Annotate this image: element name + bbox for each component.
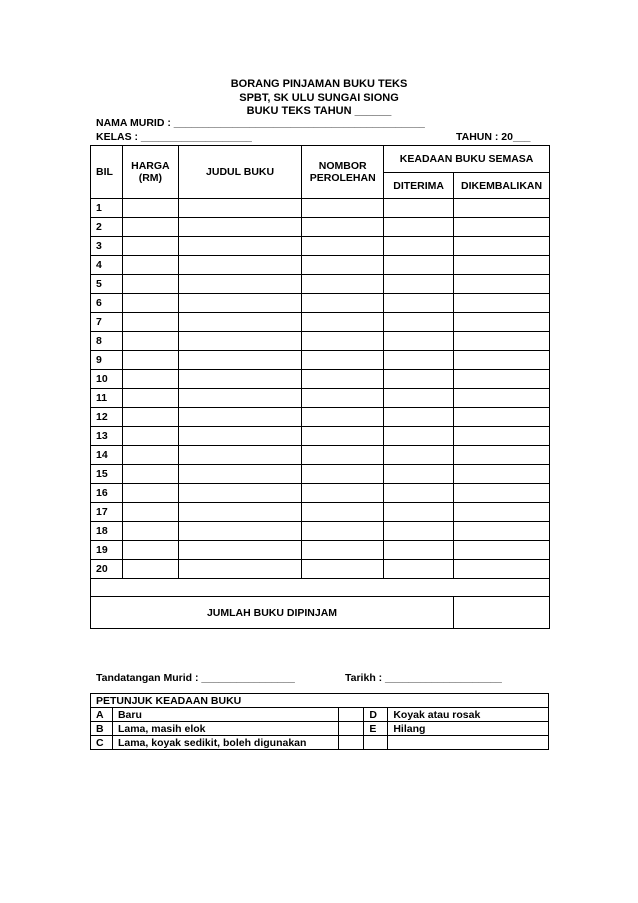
row-nombor — [302, 237, 384, 256]
row-judul — [178, 313, 301, 332]
row-nombor — [302, 503, 384, 522]
header-bil: BIL — [91, 146, 123, 199]
row-bil: 2 — [91, 218, 123, 237]
row-judul — [178, 541, 301, 560]
kelas-field: KELAS : ___________________ — [96, 131, 252, 143]
row-judul — [178, 503, 301, 522]
row-nombor — [302, 313, 384, 332]
row-judul — [178, 408, 301, 427]
row-judul — [178, 427, 301, 446]
header-nombor-label: NOMBOR — [318, 160, 367, 172]
row-diterima — [384, 465, 454, 484]
header-keadaan-buku: KEADAAN BUKU SEMASA — [384, 146, 550, 173]
row-judul — [178, 332, 301, 351]
row-harga — [122, 275, 178, 294]
row-diterima — [384, 351, 454, 370]
row-nombor — [302, 351, 384, 370]
table-row — [91, 484, 550, 503]
row-bil: 17 — [91, 503, 123, 522]
row-dikembalikan — [454, 427, 550, 446]
jumlah-row — [91, 597, 550, 629]
row-judul — [178, 370, 301, 389]
table-rows — [91, 199, 550, 579]
row-dikembalikan — [454, 256, 550, 275]
table-row — [91, 351, 550, 370]
row-diterima — [384, 560, 454, 579]
row-diterima — [384, 408, 454, 427]
row-harga — [122, 313, 178, 332]
form-title-line3: BUKU TEKS TAHUN ______ — [246, 105, 392, 117]
row-diterima — [384, 256, 454, 275]
row-bil: 10 — [91, 370, 123, 389]
row-nombor — [302, 522, 384, 541]
row-bil: 19 — [91, 541, 123, 560]
table-row — [91, 370, 550, 389]
row-nombor — [302, 275, 384, 294]
row-nombor — [302, 199, 384, 218]
row-judul — [178, 237, 301, 256]
row-diterima — [384, 446, 454, 465]
row-dikembalikan — [454, 351, 550, 370]
row-harga — [122, 332, 178, 351]
row-dikembalikan — [454, 294, 550, 313]
row-dikembalikan — [454, 389, 550, 408]
tarikh-field: Tarikh : ____________________ — [345, 672, 502, 684]
row-diterima — [384, 484, 454, 503]
row-diterima — [384, 389, 454, 408]
table-row — [91, 560, 550, 579]
table-row — [91, 541, 550, 560]
row-dikembalikan — [454, 332, 550, 351]
row-harga — [122, 351, 178, 370]
row-diterima — [384, 370, 454, 389]
row-diterima — [384, 199, 454, 218]
legend-gap — [339, 708, 364, 722]
row-bil: 3 — [91, 237, 123, 256]
row-bil: 13 — [91, 427, 123, 446]
header-harga-label: HARGA — [131, 160, 170, 172]
row-dikembalikan — [454, 237, 550, 256]
row-nombor — [302, 218, 384, 237]
table-row — [91, 465, 550, 484]
row-judul — [178, 218, 301, 237]
row-judul — [178, 294, 301, 313]
header-judul-buku: JUDUL BUKU — [178, 146, 301, 199]
blank-spacer-row — [91, 579, 550, 597]
row-harga — [122, 370, 178, 389]
row-dikembalikan — [454, 218, 550, 237]
row-bil: 1 — [91, 199, 123, 218]
row-harga — [122, 237, 178, 256]
row-dikembalikan — [454, 275, 550, 294]
legend-gap — [339, 736, 364, 750]
legend-desc-d: Koyak atau rosak — [388, 708, 549, 722]
header-harga-unit: (RM) — [138, 172, 163, 184]
table-row — [91, 294, 550, 313]
row-dikembalikan — [454, 446, 550, 465]
row-harga — [122, 522, 178, 541]
header-perolehan-label: PEROLEHAN — [309, 172, 376, 184]
table-row — [91, 503, 550, 522]
row-bil: 20 — [91, 560, 123, 579]
row-judul — [178, 465, 301, 484]
row-dikembalikan — [454, 408, 550, 427]
row-dikembalikan — [454, 522, 550, 541]
row-bil: 12 — [91, 408, 123, 427]
row-judul — [178, 275, 301, 294]
row-dikembalikan — [454, 484, 550, 503]
row-nombor — [302, 427, 384, 446]
legend-gap — [339, 722, 364, 736]
row-dikembalikan — [454, 560, 550, 579]
row-bil: 16 — [91, 484, 123, 503]
tandatangan-field: Tandatangan Murid : ________________ — [96, 672, 295, 684]
row-bil: 11 — [91, 389, 123, 408]
row-diterima — [384, 541, 454, 560]
row-dikembalikan — [454, 199, 550, 218]
row-harga — [122, 427, 178, 446]
row-harga — [122, 465, 178, 484]
legend-code-d: D — [364, 708, 388, 722]
row-bil: 6 — [91, 294, 123, 313]
table-row — [91, 332, 550, 351]
table-row — [91, 446, 550, 465]
row-nombor — [302, 560, 384, 579]
row-nombor — [302, 294, 384, 313]
table-row — [91, 218, 550, 237]
legend-code-a: A — [91, 708, 113, 722]
row-judul — [178, 446, 301, 465]
row-dikembalikan — [454, 465, 550, 484]
row-dikembalikan — [454, 503, 550, 522]
row-harga — [122, 294, 178, 313]
row-diterima — [384, 275, 454, 294]
row-nombor — [302, 465, 384, 484]
header-diterima: DITERIMA — [384, 173, 454, 199]
row-harga — [122, 218, 178, 237]
row-judul — [178, 522, 301, 541]
tahun-field: TAHUN : 20___ — [456, 131, 531, 143]
row-diterima — [384, 332, 454, 351]
row-nombor — [302, 541, 384, 560]
table-row — [91, 256, 550, 275]
table-row — [91, 275, 550, 294]
table-row — [91, 408, 550, 427]
row-diterima — [384, 294, 454, 313]
table-row — [91, 389, 550, 408]
row-judul — [178, 560, 301, 579]
form-title-line2: SPBT, SK ULU SUNGAI SIONG — [239, 92, 399, 104]
row-harga — [122, 256, 178, 275]
row-nombor — [302, 446, 384, 465]
row-nombor — [302, 484, 384, 503]
header-harga — [122, 146, 178, 199]
row-bil: 15 — [91, 465, 123, 484]
spacer-cell — [91, 579, 550, 597]
row-judul — [178, 484, 301, 503]
legend-code-e: E — [364, 722, 388, 736]
row-bil: 8 — [91, 332, 123, 351]
legend-code-c: C — [91, 736, 113, 750]
legend-desc-b: Lama, masih elok — [112, 722, 338, 736]
legend-code-b: B — [91, 722, 113, 736]
nama-murid-field: NAMA MURID : ___________________________________________ — [96, 117, 425, 129]
table-row — [91, 427, 550, 446]
jumlah-label: JUMLAH BUKU DIPINJAM — [91, 597, 454, 629]
row-judul — [178, 351, 301, 370]
book-loan-table — [90, 145, 550, 629]
row-diterima — [384, 427, 454, 446]
form-title-line1: BORANG PINJAMAN BUKU TEKS — [230, 78, 408, 90]
row-bil: 18 — [91, 522, 123, 541]
row-diterima — [384, 313, 454, 332]
row-bil: 4 — [91, 256, 123, 275]
row-harga — [122, 560, 178, 579]
row-nombor — [302, 389, 384, 408]
row-harga — [122, 503, 178, 522]
row-harga — [122, 199, 178, 218]
row-nombor — [302, 256, 384, 275]
row-harga — [122, 389, 178, 408]
row-harga — [122, 541, 178, 560]
legend-desc-e: Hilang — [388, 722, 549, 736]
row-bil: 7 — [91, 313, 123, 332]
row-harga — [122, 408, 178, 427]
legend-table — [90, 693, 549, 750]
legend-desc-a: Baru — [112, 708, 338, 722]
row-bil: 5 — [91, 275, 123, 294]
row-judul — [178, 256, 301, 275]
legend-desc-c: Lama, koyak sedikit, boleh digunakan — [112, 736, 338, 750]
table-row — [91, 237, 550, 256]
row-nombor — [302, 408, 384, 427]
row-diterima — [384, 522, 454, 541]
legend-empty-cell — [388, 736, 549, 750]
row-diterima — [384, 237, 454, 256]
row-dikembalikan — [454, 313, 550, 332]
row-dikembalikan — [454, 541, 550, 560]
table-row — [91, 199, 550, 218]
row-harga — [122, 446, 178, 465]
row-judul — [178, 199, 301, 218]
legend-title: PETUNJUK KEADAAN BUKU — [91, 694, 549, 708]
jumlah-value-cell — [454, 597, 550, 629]
row-bil: 9 — [91, 351, 123, 370]
header-nombor-perolehan — [302, 146, 384, 199]
row-bil: 14 — [91, 446, 123, 465]
row-diterima — [384, 218, 454, 237]
row-judul — [178, 389, 301, 408]
table-row — [91, 522, 550, 541]
row-harga — [122, 484, 178, 503]
table-row — [91, 313, 550, 332]
row-dikembalikan — [454, 370, 550, 389]
row-nombor — [302, 370, 384, 389]
row-nombor — [302, 332, 384, 351]
legend-empty-cell — [364, 736, 388, 750]
row-diterima — [384, 503, 454, 522]
header-dikembalikan: DIKEMBALIKAN — [454, 173, 550, 199]
